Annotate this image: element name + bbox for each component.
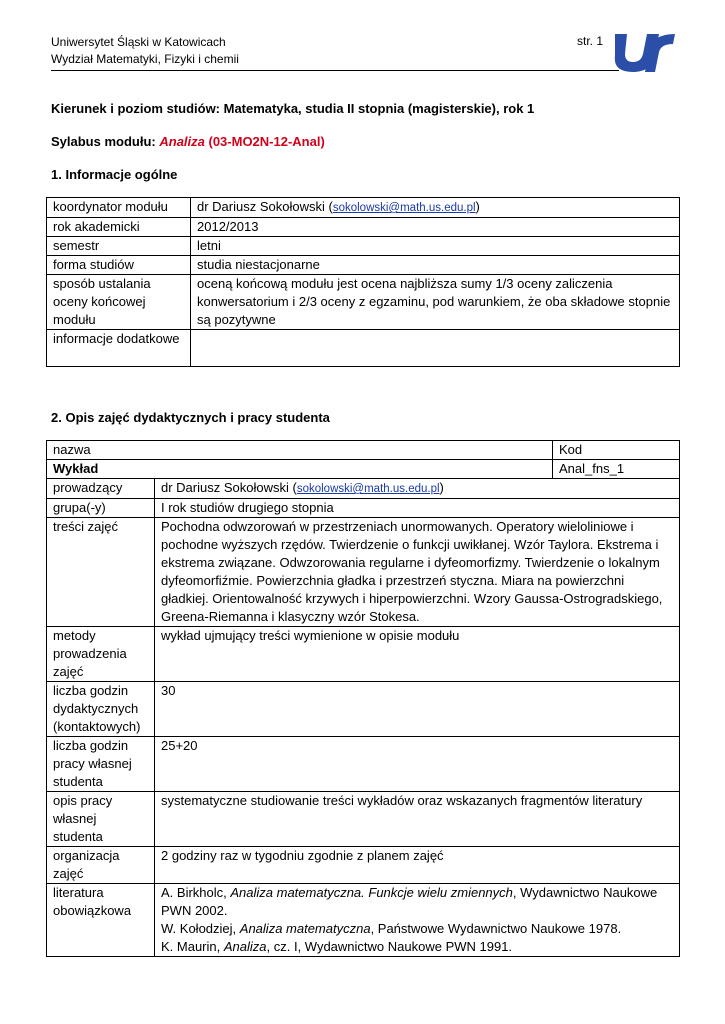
table-row <box>47 479 680 499</box>
name-header: nazwa <box>47 441 553 460</box>
table-row <box>47 441 680 460</box>
page-header <box>51 34 671 68</box>
programme-heading: Kierunek i poziom studiów: Matematyka, studia II stopnia (magisterskie), rok 1 <box>51 101 535 116</box>
row-value: wykład ujmujący treści wymienione w opisie modułu <box>155 627 680 682</box>
row-value: systematyczne studiowanie treści wykładów oraz wskazanych fragmentów literatury <box>155 792 680 847</box>
row-label: metody prowadzenia zajęć <box>47 627 155 682</box>
table-row <box>47 256 680 275</box>
row-label: organizacja zajęć <box>47 847 155 884</box>
table-row <box>47 275 680 330</box>
row-label: koordynator modułu <box>47 198 191 218</box>
table-row <box>47 884 680 957</box>
coordinator-email-link[interactable]: sokolowski@math.us.edu.pl <box>332 202 476 214</box>
table-row <box>47 627 680 682</box>
row-label: rok akademicki <box>47 218 191 237</box>
row-label: informacje dodatkowe <box>47 330 191 367</box>
table-row <box>47 792 680 847</box>
literature-list <box>155 884 680 957</box>
row-value: 30 <box>155 682 680 737</box>
row-value: dr Dariusz Sokołowski (sokolowski@math.us.edu.pl) <box>155 479 680 499</box>
row-value <box>191 330 680 367</box>
literature-item: W. Kołodziej, Analiza matematyczna, Państwowe Wydawnictwo Naukowe 1978. <box>161 921 622 936</box>
table-row <box>47 218 680 237</box>
literature-item: A. Birkholc, Analiza matematyczna. Funkcje wielu zmiennych, Wydawnictwo Naukowe PWN 2002. <box>161 885 658 918</box>
row-value: dr Dariusz Sokołowski (sokolowski@math.us.edu.pl) <box>191 198 680 218</box>
code-header: Kod <box>553 441 680 460</box>
row-label: grupa(-y) <box>47 499 155 518</box>
table-row <box>47 330 680 367</box>
syllabus-prefix: Sylabus modułu: <box>51 134 156 149</box>
literature-item: K. Maurin, Analiza, cz. I, Wydawnictwo Naukowe PWN 1991. <box>161 939 513 954</box>
row-label: opis pracy własnej studenta <box>47 792 155 847</box>
row-value: 2 godziny raz w tygodniu zgodnie z planem zajęć <box>155 847 680 884</box>
row-label: liczba godzin pracy własnej studenta <box>47 737 155 792</box>
row-label: sposób ustalania oceny końcowej modułu <box>47 275 191 330</box>
course-code: Anal_fns_1 <box>553 460 680 479</box>
row-label: literatura obowiązkowa <box>47 884 155 957</box>
table-row <box>47 237 680 256</box>
lecturer-email-link[interactable]: sokolowski@math.us.edu.pl <box>296 483 440 495</box>
course-description-table <box>46 440 680 957</box>
table-row <box>47 460 680 479</box>
row-label: liczba godzin dydaktycznych (kontaktowych) <box>47 682 155 737</box>
row-value: studia niestacjonarne <box>191 256 680 275</box>
section1-title: 1. Informacje ogólne <box>51 167 178 182</box>
row-value: 2012/2013 <box>191 218 680 237</box>
table-row <box>47 518 680 627</box>
table-row <box>47 847 680 884</box>
module-name: Analiza <box>159 134 205 149</box>
header-divider <box>51 70 619 71</box>
module-code: (03-MO2N-12-Anal) <box>208 134 325 149</box>
us-logo-icon <box>613 30 677 74</box>
faculty-name: Wydział Matematyki, Fizyki i chemii <box>51 52 239 66</box>
table-row <box>47 499 680 518</box>
table-row <box>47 737 680 792</box>
row-label: semestr <box>47 237 191 256</box>
row-label: forma studiów <box>47 256 191 275</box>
row-label: prowadzący <box>47 479 155 499</box>
row-value: Pochodna odwzorowań w przestrzeniach unormowanych. Operatory wieloliniowe i pochodne wyższych rzędów. Twierdzenie o funkcji uwikłanej. Wzór Taylora. Ekstrema i ekstrema związane. Odwzorowania regularne i dyfeomorfizmy. Twierdzenie o lokalnym dyfeomorfiźmie. Powierzchnia gładka i przestrzeń styczna. Miara na powierzchni gładkiej. Orientowalność krzywych i hiperpowierzchni. Wzory Gaussa-Ostrogradskiego, Greena-Riemanna i klasyczny wzór Stokesa. <box>155 518 680 627</box>
syllabus-heading <box>51 134 325 149</box>
row-value: I rok studiów drugiego stopnia <box>155 499 680 518</box>
row-value: 25+20 <box>155 737 680 792</box>
row-value: oceną końcową modułu jest ocena najbliższa sumy 1/3 oceny zaliczenia konwersatorium i 2/3 oceny z egzaminu, pod warunkiem, że oba składowe stopnie są pozytywne <box>191 275 680 330</box>
general-info-table <box>46 197 680 367</box>
section2-title: 2. Opis zajęć dydaktycznych i pracy studenta <box>51 410 330 425</box>
table-row <box>47 682 680 737</box>
row-label: treści zajęć <box>47 518 155 627</box>
university-name: Uniwersytet Śląski w Katowicach <box>51 35 226 49</box>
row-value: letni <box>191 237 680 256</box>
table-row <box>47 198 680 218</box>
course-name: Wykład <box>47 460 553 479</box>
page-number: str. 1 <box>576 34 603 48</box>
